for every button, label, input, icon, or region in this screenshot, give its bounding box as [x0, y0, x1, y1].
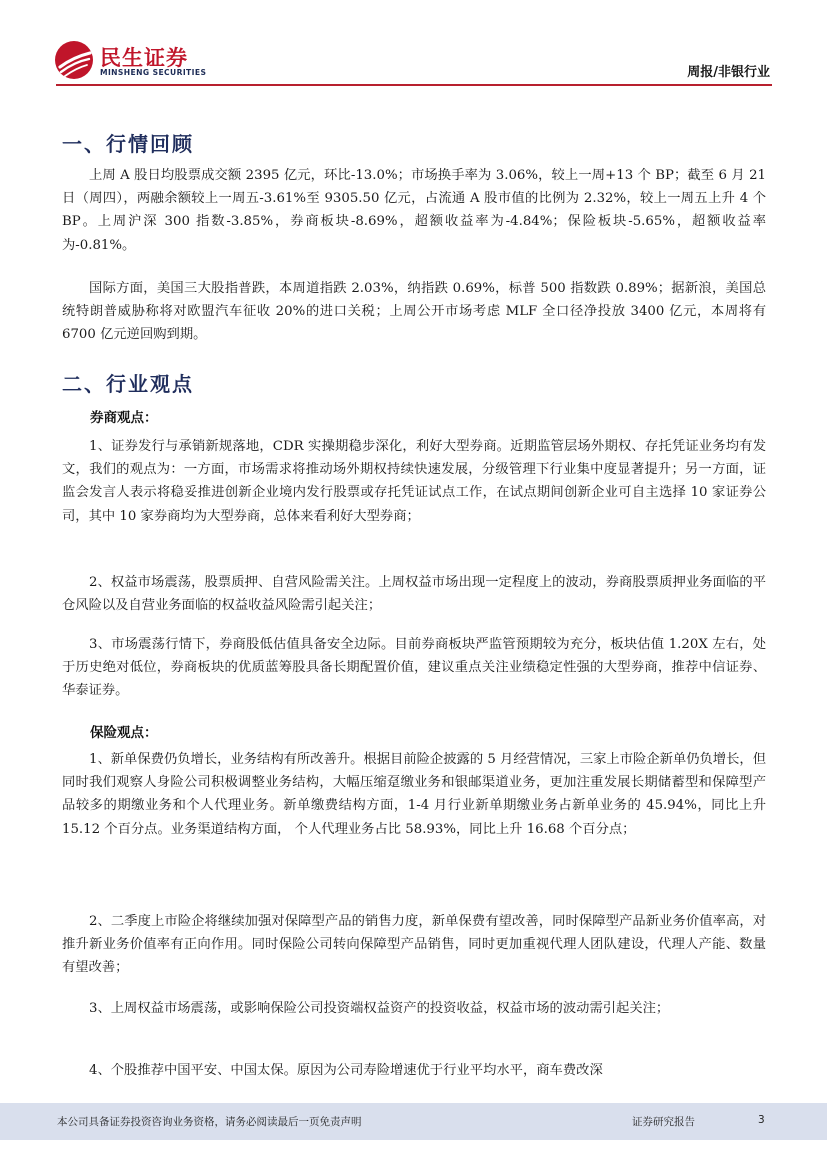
section-title-industry-view: 二、行业观点 [62, 372, 194, 396]
logo-english-name: MINSHENG SECURITIES [100, 68, 207, 77]
report-type-label: 周报/非银行业 [687, 65, 770, 80]
company-logo [54, 40, 214, 80]
footer-report-label: 证券研究报告 [632, 1116, 695, 1128]
logo-chinese-name: 民生证券 [100, 46, 188, 70]
paragraph-insurance-3: 3、上周权益市场震荡，或影响保险公司投资端权益资产的投资收益，权益市场的波动需引起关注； [89, 1001, 670, 1016]
page-number: 3 [758, 1114, 765, 1126]
footer-disclaimer: 本公司具备证券投资咨询业务资格，请务必阅读最后一页免责声明 [57, 1116, 362, 1128]
paragraph-market-review-2: 国际方面，美国三大股指普跌，本周道指跌 2.03%，纳指跌 0.69%，标普 500 指数跌 0.89%；据新浪，美国总统特朗普威胁称将对欧盟汽车征收 20%的进口关税；上周公开市场考虑 MLF 全口径净投放 3400 亿元，本周将有 6700 亿元逆回购到期。 [62, 281, 766, 343]
subtitle-broker-view: 券商观点： [90, 410, 158, 426]
paragraph-insurance-4: 4、个股推荐中国平安、中国太保。原因为公司寿险增速优于行业平均水平，商车费改深 [89, 1063, 603, 1078]
minsheng-logo-icon [54, 40, 94, 80]
section-title-market-review: 一、行情回顾 [62, 132, 194, 156]
paragraph-broker-2: 2、权益市场震荡，股票质押、自营风险需关注。上周权益市场出现一定程度上的波动，券商股票质押业务面临的平仓风险以及自营业务面临的权益收益风险需引起关注； [62, 575, 766, 614]
paragraph-broker-3: 3、市场震荡行情下，券商股低估值具备安全边际。目前券商板块严监管预期较为充分，板块估值 1.20X 左右，处于历史绝对低位，券商板块的优质蓝筹股具备长期配置价值，建议重点关注业绩稳定性强的大型券商，推荐中信证券、华泰证券。 [62, 637, 766, 699]
paragraph-insurance-2: 2、二季度上市险企将继续加强对保障型产品的销售力度，新单保费有望改善，同时保障型产品新业务价值率高，对推升新业务价值率有正向作用。同时保险公司转向保障型产品销售，同时更加重视代理人团队建设，代理人产能、数量有望改善； [62, 914, 766, 976]
page-header [0, 0, 827, 92]
paragraph-insurance-1: 1、新单保费仍负增长，业务结构有所改善升。根据目前险企披露的 5 月经营情况，三家上市险企新单仍负增长，但同时我们观察人身险公司积极调整业务结构，大幅压缩趸缴业务和银邮渠道业务，更加注重发展长期储蓄型和保障型产品较多的期缴业务和个人代理业务。新单缴费结构方面，1-4 月行业新单期缴业务占新单业务的 45.94%，同比上升 15.12 个百分点。业务渠道结构方面， 个人代理业务占比 58.93%，同比上升 16.68 个百分点； [62, 752, 766, 837]
paragraph-broker-1: 1、证券发行与承销新规落地，CDR 实操期稳步深化，利好大型券商。近期监管层场外期权、存托凭证业务均有发文，我们的观点为：一方面，市场需求将推动场外期权持续快速发展，分级管理下行业集中度显著提升；另一方面，证监会发言人表示将稳妥推进创新企业境内发行股票或存托凭证试点工作，在试点期间创新企业可自主选择 10 家证券公司，其中 10 家券商均为大型券商，总体来看利好大型券商； [62, 439, 766, 524]
subtitle-insurance-view: 保险观点： [90, 725, 158, 741]
page-footer [0, 1103, 827, 1140]
header-divider [56, 84, 772, 86]
paragraph-market-review-1: 上周 A 股日均股票成交额 2395 亿元，环比-13.0%；市场换手率为 3.06%，较上一周+13 个 BP；截至 6 月 21 日（周四），两融余额较上一周五-3.61%至 9305.50 亿元，占流通 A 股市值的比例为 2.32%，较上一周五上升 4 个 BP。上周沪深 300 指数-3.85%，券商板块-8.69%，超额收益率为-4.84%；保险板块-5.65%，超额收益率为-0.81%。 [62, 168, 766, 253]
